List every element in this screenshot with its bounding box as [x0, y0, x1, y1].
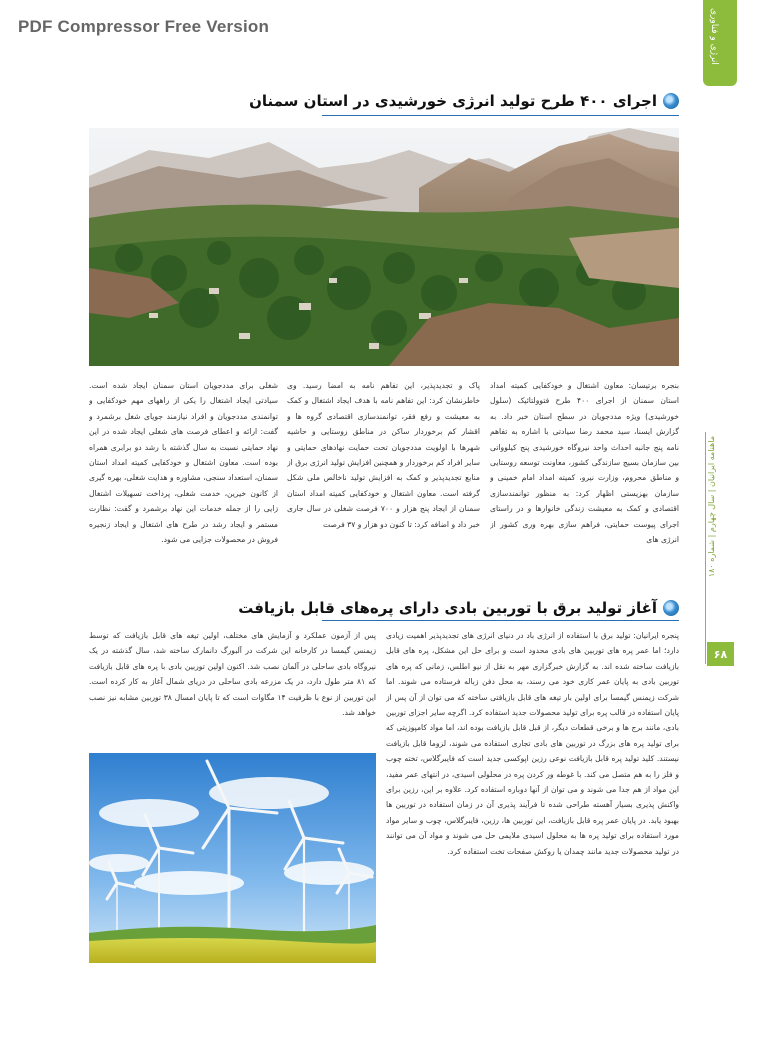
valley-photo-drawing: [89, 128, 679, 366]
globe-bullet-icon: [663, 600, 679, 616]
article1-headline: [249, 92, 679, 110]
section-tab: [703, 0, 737, 86]
article2-headline: [238, 599, 679, 617]
watermark-text: PDF Compressor Free Version: [18, 17, 270, 36]
wind-turbine-drawing: [89, 753, 376, 963]
article1-column-left: شغلی برای مددجویان استان سمنان ایجاد شده است. سیادتی ایجاد اشتغال را یکی از راههای مهم خودکفایی و توانمندی مددجویان و افراد نیازمند جویای شغل برشمرد و گفت: ارائه و اعطای فرصت های شغلی ایجاد شده در این نهاد حمایتی نسبت به سال گذشته با رشد دو برابری همراه بوده است. معاون اشتغال و خودکفایی کمیته امداد استان سمنان، استعداد سنجی، مشاوره و هدایت شغلی، بهره گیری از کانون خیرین، خدمت شغلی، پرداخت تسهیلات اشتغال زایی را از جمله خدمات این نهاد برشمرد و گفت: نظارت مستمر و ایجاد رشد در طرح های اشتغال و ایجاد زنجیره فروش در محصولات جزایی می شود.: [89, 381, 278, 545]
headline-underline: [322, 115, 679, 116]
article2-column-right: پنجره ایرانیان: تولید برق با استفاده از انرژی باد در دنیای انرژی های تجدیدپذیر اهمیت زیادی دارد؛ اما عمر پره های توربین های بادی محدود است و برای حل این مشکل، پره های قابل بازیافت ساخته شده اند. به گزارش خبرگزاری مهر به نقل از نیو اطلس، زمانی که پره های توربین بادی به پایان عمر کاری خود می رسند، به محل دفن زباله فرستاده می شوند. اما شرکت زیمنس گیمسا برای اولین بار تیغه های قابل بازیافتی ساخته که می توان از آن پس از پایان استفاده در قالب پره برای تولید محصولات جدید استفاده کرد. اگرچه سایر اجزای توربین بادی، مانند برج ها و برخی قطعات دیگر، از قبل قابل بازیافت بوده اند، اما مواد کامپوزیتی که برای تولید پره های بزرگ در توربین های بادی تجاری استفاده می شوند، لزوما قابل بازیافت نیستند. کلید تولید پره قابل بازیافت نوعی رزین اپوکسی جدید است که فایبرگلاس، تخته چوب و فلز را به هم متصل می کند. با غوطه ور کردن پره در محلولی اسیدی، در انتهای عمر مفید، این مواد از هم جدا می شوند و می توان از آنها دوباره استفاده کرد. علاوه بر این، رزین برای واکنش پذیری بسیار آهسته طراحی شده تا فرآیند پذیری آن در زمان استفاده در توربین ها بهبود یابد. در پایان عمر پره قابل بازیافت، این توربین ها، رزین، فایبرگلاس، چوب و سایر مواد مورد استفاده برای تولید پره ها به محلول اسیدی ملایمی حل می شوند و مواد آن می توانند در تولید محصولات جدید مانند چمدان یا روکش صفحات تخت استفاده کرد.: [386, 631, 679, 856]
wind-turbine-photo: [89, 753, 376, 963]
page-number: ۶۸: [707, 642, 734, 666]
side-strip-text: ماهنامه ایرانیان | سال چهارم | شماره ۱۸۰: [707, 436, 716, 578]
article2-title: آغاز تولید برق با توربین بادی دارای پره‌های قابل بازیافت: [238, 599, 657, 617]
valley-photo: [89, 128, 679, 366]
headline-underline: [322, 620, 679, 621]
article1-column-middle: پاک و تجدیدپذیر، این تفاهم نامه به امضا رسید. وی خاطرنشان کرد: این تفاهم نامه با هدف ایجاد اشتغال و کمک به معیشت و رفع فقر، توانمندسازی اقتصادی گروه ها و اقشار کم برخوردار ساکن در مناطق روستایی و حاشیه شهرها با اولویت مددجویان تحت حمایت نهادهای حمایتی و سایر افراد کم برخوردار و همچنین افزایش تولید انرژی برق از منابع تجدیدپذیر و کمک به افزایش تولید ناخالص ملی شکل گرفته است. معاون اشتغال و خودکفایی کمیته امداد استان سمنان از ایجاد پنج هزار و ۷۰۰ فرصت شغلی در سال جاری خبر داد و اضافه کرد: تا کنون دو هزار و ۳۷ فرصت: [287, 381, 480, 529]
article1-title: اجرای ۴۰۰ طرح تولید انرژی خورشیدی در استان سمنان: [249, 92, 657, 110]
globe-bullet-icon: [663, 93, 679, 109]
side-strip: [704, 432, 722, 664]
section-tab-label: انرژی و فناوری: [709, 8, 719, 65]
article2-column-left: پس از آزمون عملکرد و آزمایش های مختلف، اولین تیغه های قابل بازیافت که توسط زیمنس گیمسا در کارخانه این شرکت در آلبورگ دانمارک ساخته شد، سال گذشته در یک نیروگاه بادی ساحلی در آلمان نصب شد. اکنون اولین توربین بادی با پره های قابل بازیافت که ۸۱ متر طول دارد، در یک مزرعه بادی ساحلی در دریای شمال آغاز به کار کرده است. این توربین از نوع با ظرفیت ۱۴ مگاوات است که تا پایان امسال ۳۸ توربین مشابه نیز نصب خواهد شد.: [89, 631, 376, 718]
article1-column-right: بنجره برتیسان: معاون اشتغال و خودکفایی کمیته امداد استان سمنان از اجرای ۴۰۰ طرح فتوولتائیک (سلول خورشیدی) ویژه مددجویان در سطح استان خبر داد. به گزارش ایسنا، سید محمد رضا سیادتی با اشاره به تفاهم نامه پنج جانبه احداث واحد نیروگاه خورشیدی پنج کیلوواتی بین سازمان بسیج سازندگی کشور، معاونت توسعه روستایی و مناطق محروم، وزارت نیرو، کمیته امداد امام خمینی و سازمان بهزیستی اظهار کرد: به منظور توانمندسازی اقتصادی و کمک به معیشت زندگی خانوارها و در راستای اجرای پیوست حمایتی، فراهم سازی بهره وری کشور از انرژی های: [490, 381, 679, 545]
